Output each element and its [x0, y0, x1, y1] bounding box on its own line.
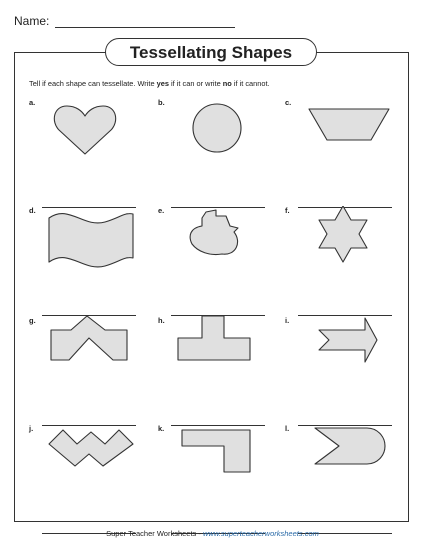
notched-rounded-icon	[285, 424, 405, 514]
name-field-row	[14, 14, 235, 28]
name-label: Name:	[14, 14, 50, 28]
item-letter: j.	[29, 424, 34, 433]
t-shape-icon	[158, 316, 278, 406]
item-letter: f.	[285, 206, 290, 215]
item-f	[285, 206, 405, 316]
item-letter: i.	[285, 316, 290, 325]
irregular-blob-icon	[158, 206, 278, 296]
item-c	[285, 98, 405, 208]
arrow-icon	[285, 316, 405, 406]
item-d	[29, 206, 149, 316]
instructions-no: no	[222, 79, 232, 88]
name-line[interactable]	[55, 15, 235, 28]
chevron-block-icon	[29, 316, 149, 406]
item-a	[29, 98, 149, 208]
item-letter: l.	[285, 424, 290, 433]
page-title: Tessellating Shapes	[105, 38, 317, 66]
item-g	[29, 316, 149, 426]
instructions-part-2: if it can or write	[168, 79, 223, 88]
item-k	[158, 424, 278, 534]
wave-icon	[29, 206, 149, 296]
instructions	[29, 79, 270, 88]
footer-text: Super Teacher Worksheets -	[106, 529, 203, 538]
footer	[0, 529, 425, 538]
item-letter: a.	[29, 98, 36, 107]
item-letter: k.	[158, 424, 165, 433]
item-letter: h.	[158, 316, 165, 325]
instructions-part-1: Tell if each shape can tessellate. Write	[29, 79, 157, 88]
zigzag-icon	[29, 424, 149, 514]
heart-icon	[29, 98, 149, 188]
instructions-part-3: if it cannot.	[231, 79, 270, 88]
item-h	[158, 316, 278, 426]
six-point-star-icon	[285, 206, 405, 296]
item-i	[285, 316, 405, 426]
item-letter: d.	[29, 206, 36, 215]
item-j	[29, 424, 149, 534]
trapezoid-icon	[285, 98, 405, 188]
item-letter: g.	[29, 316, 36, 325]
item-e	[158, 206, 278, 316]
item-letter: b.	[158, 98, 165, 107]
item-b	[158, 98, 278, 208]
item-letter: e.	[158, 206, 165, 215]
item-l	[285, 424, 405, 534]
instructions-yes: yes	[156, 79, 169, 88]
l-shape-icon	[158, 424, 278, 514]
circle-icon	[158, 98, 278, 188]
item-letter: c.	[285, 98, 292, 107]
footer-link[interactable]: www.superteacherworksheets.com	[202, 529, 319, 538]
